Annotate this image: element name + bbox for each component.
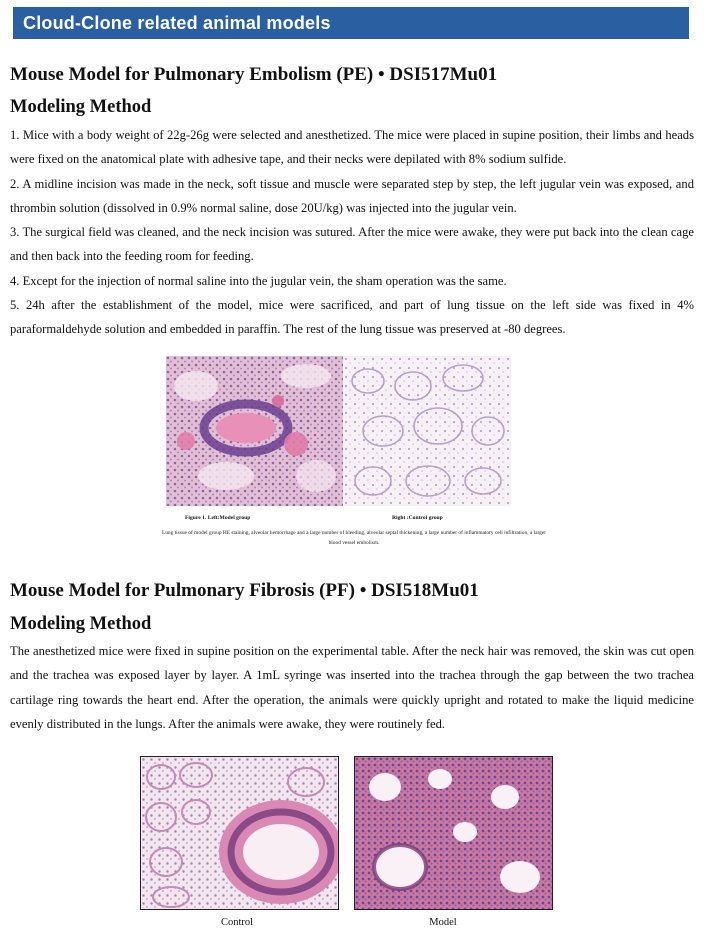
pe-step-3: 3. The surgical field was cleaned, and the neck incision was sutured. After the mice were awake, they were put back into the clean cage and then back into the feeding room for feeding. bbox=[10, 225, 694, 264]
pf-method-paragraph: The anesthetized mice were fixed in supine position on the experimental table. After the neck hair was removed, the skin was cut open and the trachea was exposed layer by layer. A 1mL syringe was inserted into the trachea through the gap between the two trachea cartilage ring towards the heart end. After the operation, the animals were quickly upright and rotated to make the liquid medicine evenly distributed in the lungs. After the animals were awake, they were routinely fed. bbox=[10, 644, 694, 731]
pe-step-1: 1. Mice with a body weight of 22g-26g were selected and anesthetized. The mice were placed in supine position, their limbs and heads were fixed on the anatomical plate with adhesive tape, and their necks were depilated with 8% sodium sulfide. bbox=[10, 128, 694, 167]
pe-step-2: 2. A midline incision was made in the neck, soft tissue and muscle were separated step by step, the left jugular vein was exposed, and thrombin solution (dissolved in 0.9% normal saline, dose 20U/kg) was injected into the jugular vein. bbox=[10, 176, 694, 215]
pf-method-text bbox=[10, 639, 694, 736]
pe-figure-caption: Lung tissue of model group HE staining, alveolar hemorrhage and a large number of bleeding, alveolar septal thickening, a large number of inflammatory cell infiltration, a larger blood vessel embolism. bbox=[161, 530, 547, 546]
pe-step-4: 4. Except for the injection of normal saline into the jugular vein, the sham operation was the same. bbox=[10, 273, 507, 288]
pf-model-micrograph bbox=[354, 756, 553, 910]
page-banner: Cloud-Clone related animal models bbox=[13, 7, 689, 39]
pf-control-label: Control bbox=[220, 917, 254, 928]
pe-control-micrograph bbox=[343, 356, 511, 506]
pe-method-heading: Modeling Method bbox=[10, 97, 152, 117]
pe-step-5: 5. 24h after the establishment of the model, mice were sacrificed, and part of lung tissue on the left side was fixed in 4% paraformaldehyde solution and embedded in paraffin. The rest of the lung tissue was preserved at -80 degrees. bbox=[10, 298, 694, 337]
pf-section-title: Mouse Model for Pulmonary Fibrosis (PF) • DSI518Mu01 bbox=[10, 580, 479, 601]
pf-control-micrograph bbox=[140, 756, 339, 910]
pf-model-label: Model bbox=[429, 917, 457, 928]
pe-model-micrograph bbox=[166, 356, 343, 506]
pe-figure-label-left: Figure 1. Left:Model group bbox=[185, 515, 251, 521]
pe-method-steps bbox=[10, 123, 694, 342]
pe-section-title: Mouse Model for Pulmonary Embolism (PE) • DSI517Mu01 bbox=[10, 64, 498, 85]
pe-figure-label-right: Right :Control group bbox=[392, 515, 443, 521]
pf-method-heading: Modeling Method bbox=[10, 614, 152, 634]
